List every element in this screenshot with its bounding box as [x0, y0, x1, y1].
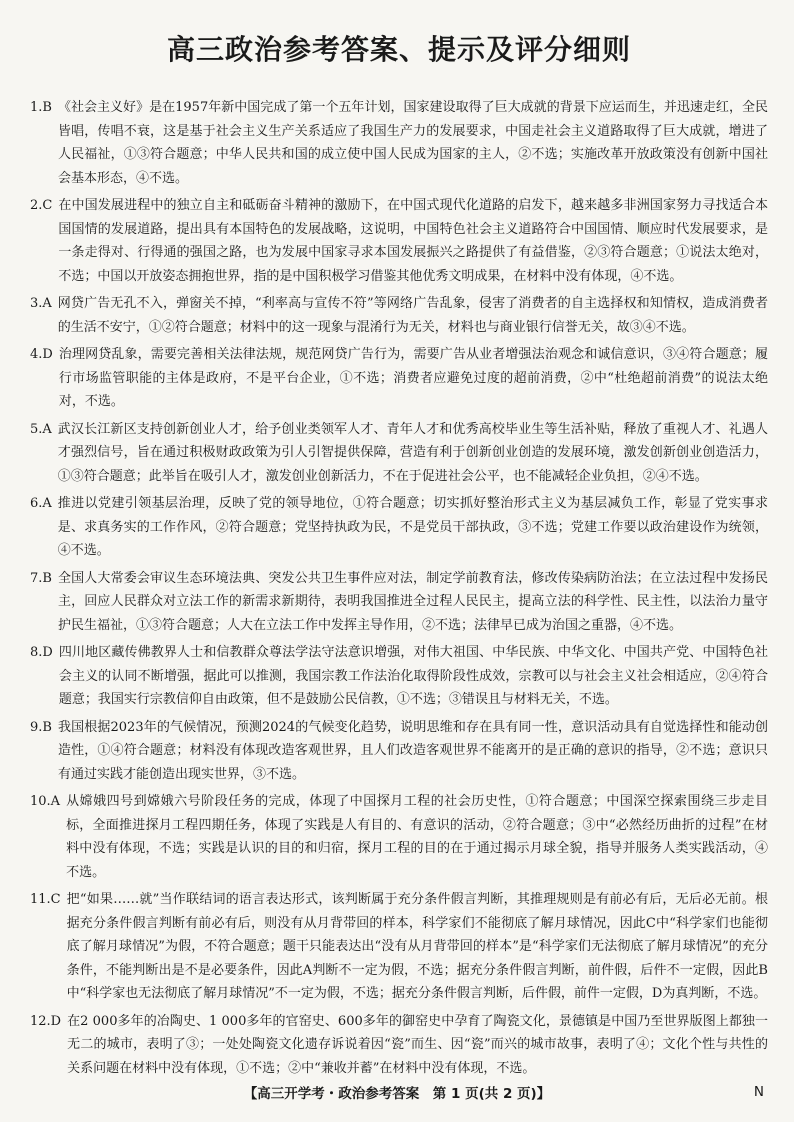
- answer-number: 4.D: [30, 347, 53, 362]
- answer-number: 1.B: [30, 100, 52, 115]
- answer-item: [30, 194, 768, 288]
- answer-explanation: 在2 000多年的冶陶史、1 000多年的官窑史、600多年的御窑史中孕育了陶瓷文化，景德镇是中国乃至世界版图上都独一无二的城市，表明了③；一处处陶瓷文化遗存诉说着因“瓷”而生、因“瓷”而兴的城市故事，表明了④；文化个性与共性的关系问题在材料中没有体现，①不选；②中“兼收并蓄”在材料中没有体现，不选。: [67, 1013, 768, 1076]
- answer-item: [30, 790, 768, 884]
- answer-number: 10.A: [30, 794, 61, 809]
- answer-explanation: 四川地区藏传佛教界人士和信教群众尊法学法守法意识增强，对伟大祖国、中华民族、中华文化、中国共产党、中国特色社会主义的认同不断增强，据此可以推测，我国宗教工作法治化取得阶段性成效，宗教可以与社会主义社会相适应，②④符合题意；我国实行宗教信仰自由政策，但不是鼓励公民信教，①不选；③错误且与材料无关，不选。: [58, 645, 768, 707]
- answer-number: 5.A: [30, 421, 52, 437]
- answer-explanation: 从嫦娥四号到嫦娥六号阶段任务的完成，体现了中国探月工程的社会历史性，①符合题意；中国深空探索围绕三步走目标，全面推进探月工程四期任务，体现了实践是人有目的、有意识的活动，②符合题意；③中“必然经历曲折的过程”在材料中没有体现，不选；实践是认识的目的和归宿，探月工程的目的在于通过揭示月球全貌，指导并服务人类实践活动，④不选。: [66, 794, 768, 880]
- answer-item: [30, 1010, 768, 1081]
- answer-item: [30, 96, 768, 190]
- answer-item: [30, 641, 768, 712]
- answer-item: [30, 343, 768, 414]
- answer-explanation: 在中国发展进程中的独立自主和砥砺奋斗精神的激励下，在中国式现代化道路的启发下，越来越多非洲国家努力寻找适合本国国情的发展道路，提出具有本国特色的发展战略，这说明，中国特色社会主义道路符合中国国情、顺应时代发展要求，是一条走得对、行得通的强国之路，也为发展中国家寻求本国发展振兴之路提供了有益借鉴，②③符合题意；①说法太绝对，不选；中国以开放姿态拥抱世界，指的是中国积极学习借鉴其他优秀文明成果，在材料中没有体现，④不选。: [58, 198, 768, 284]
- answer-item: [30, 716, 768, 787]
- answer-item: [30, 492, 768, 563]
- answer-explanation: 把“如果……就”当作联结词的语言表达形式，该判断属于充分条件假言判断，其推理规则是有前必有后，无后必无前。根据充分条件假言判断有前必有后，则没有从月背带回的样本，科学家们不能彻底了解月球情况，因此C中“科学家们也能彻底了解月球情况”为假，不符合题意；题干只能表达出“没有从月背带回的样本”是“科学家们无法彻底了解月球情况”的充分条件，不能判断出是不是必要条件，因此A判断不一定为假，不选；据充分条件假言判断，前件假，后件不一定假，因此B中“科学家也无法彻底了解月球情况”不一定为假，不选；据充分条件假言判断，后件假，前件一定假，D为真判断，不选。: [66, 892, 768, 1001]
- answer-number: 6.A: [30, 496, 52, 511]
- footer-mark: N: [753, 1084, 764, 1100]
- answer-item: [30, 888, 768, 1006]
- page-footer: [30, 1082, 764, 1102]
- answer-number: 9.B: [30, 719, 52, 735]
- answer-number: 7.B: [30, 570, 52, 586]
- answer-item: [30, 567, 768, 638]
- answer-number: 11.C: [30, 892, 61, 907]
- answer-explanation: 《社会主义好》是在1957年新中国完成了第一个五年计划，国家建设取得了巨大成就的背景下应运而生，并迅速走红，全民皆唱，传唱不衰，这是基于社会主义生产关系适应了我国生产力的发展要求，中国走社会主义道路取得了巨大成就，增进了人民福祉，①③符合题意；中华人民共和国的成立使中国人民成为国家的主人，②不选；实施改革开放政策没有创新中国社会基本形态，④不选。: [57, 100, 768, 186]
- answer-list: [30, 96, 768, 1080]
- answer-item: [30, 418, 768, 489]
- answer-explanation: 推进以党建引领基层治理，反映了党的领导地位，①符合题意；切实抓好整治形式主义为基层减负工作，彰显了党实事求是、求真务实的工作作风，②符合题意；党坚持执政为民，不是党员干部执政，③不选；党建工作要以政治建设作为统领，④不选。: [57, 496, 768, 558]
- answer-number: 2.C: [30, 198, 53, 213]
- answer-explanation: 我国根据2023年的气候情况，预测2024的气候变化趋势，说明思维和存在具有同一性，意识活动具有自觉选择性和能动创造性，①④符合题意；材料没有体现改造客观世界，且人们改造客观世界不能离开的是正确的意识的指导，②不选；意识只有通过实践才能创造出现实世界，③不选。: [57, 719, 768, 782]
- footer-page-info: 【高三开学考・政治参考答案 第 1 页(共 2 页)】: [243, 1086, 551, 1102]
- answer-item: [30, 292, 768, 339]
- answer-number: 8.D: [30, 645, 53, 660]
- answer-explanation: 治理网贷乱象，需要完善相关法律法规，规范网贷广告行为，需要广告从业者增强法治观念和诚信意识，③④符合题意；履行市场监管职能的主体是政府，不是平台企业，①不选；消费者应避免过度的超前消费，②中“杜绝超前消费”的说法太绝对，不选。: [58, 347, 768, 409]
- page-title: 高三政治参考答案、提示及评分细则: [166, 33, 631, 66]
- answer-number: 12.D: [30, 1013, 62, 1029]
- answer-explanation: 武汉长江新区支持创新创业人才，给予创业类领军人才、青年人才和优秀高校毕业生等生活补贴，释放了重视人才、礼遇人才强烈信号，旨在通过积极财政政策为引人引智提供保障，营造有利于创新创业创造的发展环境，激发创新创业创造活力，①③符合题意；此举旨在吸引人才，激发创业创新活力，不在于促进社会公平，也不能减轻企业负担，②④不选。: [57, 421, 768, 484]
- answer-explanation: 全国人大常委会审议生态环境法典、突发公共卫生事件应对法，制定学前教育法，修改传染病防治法；在立法过程中发扬民主，回应人民群众对立法工作的新需求新期待，表明我国推进全过程人民民主，提高立法的科学性、民主性，以法治力量守护民生福祉，①③符合题意；人大在立法工作中发挥主导作用，②不选；法律早已成为治国之重器，④不选。: [57, 570, 768, 633]
- answer-number: 3.A: [30, 296, 52, 311]
- answer-explanation: 网贷广告无孔不入，弹窗关不掉，“利率高与宣传不符”等网络广告乱象，侵害了消费者的自主选择权和知情权，造成消费者的生活不安宁，①②符合题意；材料中的这一现象与混淆行为无关，材料也与商业银行信誉无关，故③④不选。: [57, 296, 768, 335]
